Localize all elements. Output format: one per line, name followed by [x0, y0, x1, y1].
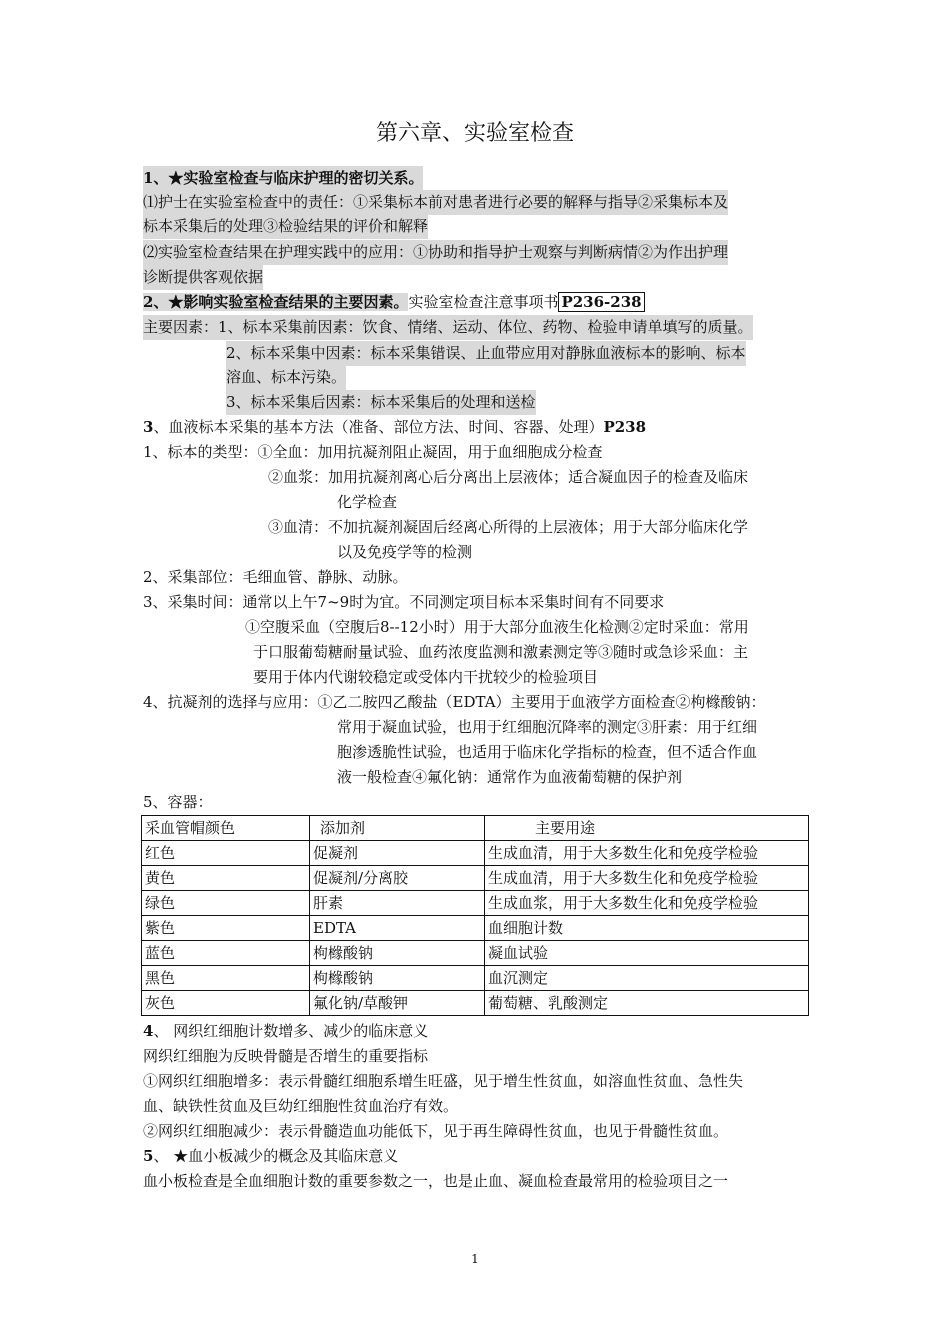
- section4-number: 4: [143, 1022, 154, 1040]
- table-row: [142, 916, 809, 941]
- collection-site: 2、采集部位：毛细血管、静脉、动脉。: [143, 568, 408, 586]
- table-row: [142, 991, 809, 1016]
- collection-time-line4: 要用于体内代谢较稳定或受体内干扰较少的检验项目: [253, 668, 599, 686]
- table-cell: 黑色: [142, 966, 310, 991]
- table-row: [142, 891, 809, 916]
- section1-line3: ⑵实验室检查结果在护理实践中的应用：①协助和指导护士观察与判断病情②为作出护理: [143, 240, 728, 265]
- table-cell: 血细胞计数: [485, 916, 809, 941]
- collection-time-line1: 3、采集时间：通常以上午7~9时为宜。不同测定项目标本采集时间有不同要求: [143, 593, 665, 611]
- table-cell: 生成血清，用于大多数生化和免疫学检验: [485, 841, 809, 866]
- section2-line3: 溶血、标本污染。: [226, 365, 346, 390]
- table-cell: 促凝剂/分离胶: [310, 866, 485, 891]
- section5-number: 5: [143, 1147, 154, 1165]
- specimen-types-line3: 化学检查: [337, 493, 398, 511]
- table-cell: 绿色: [142, 891, 310, 916]
- section2-heading-line: [143, 290, 645, 315]
- section4-line4: ②网织红细胞减少：表示骨髓造血功能低下，见于再生障碍性贫血，也见于骨髓性贫血。: [143, 1122, 729, 1140]
- container-table: [141, 815, 809, 1016]
- section4-line1: 网织红细胞为反映骨髓是否增生的重要指标: [143, 1047, 429, 1065]
- table-row: [142, 841, 809, 866]
- table-header-row: [142, 816, 809, 841]
- table-cell: 生成血浆，用于大多数生化和免疫学检验: [485, 891, 809, 916]
- table-cell: 枸橼酸钠: [310, 966, 485, 991]
- section1-line2: 标本采集后的处理③检验结果的评价和解释: [143, 214, 428, 239]
- section2-line4: 3、标本采集后因素：标本采集后的处理和送检: [226, 390, 536, 415]
- anticoagulant-line1: 4、抗凝剂的选择与应用：①乙二胺四乙酸盐（EDTA）主要用于血液学方面检查②枸橼酸钠：: [143, 693, 766, 711]
- section1-line4: 诊断提供客观依据: [143, 265, 263, 290]
- table-cell: 血沉测定: [485, 966, 809, 991]
- section2-page-ref: P236-238: [558, 292, 644, 312]
- collection-time-line2: ①空腹采血（空腹后8--12小时）用于大部分血液生化检测②定时采血：常用: [245, 618, 749, 636]
- table-cell: 生成血清，用于大多数生化和免疫学检验: [485, 866, 809, 891]
- table-header-cell: 添加剂: [310, 816, 485, 841]
- section5-line1: 血小板检查是全血细胞计数的重要参数之一，也是止血、凝血检查最常用的检验项目之一: [143, 1172, 729, 1190]
- table-cell: 红色: [142, 841, 310, 866]
- table-row: [142, 941, 809, 966]
- table-cell: 枸橼酸钠: [310, 941, 485, 966]
- table-cell: 黄色: [142, 866, 310, 891]
- table-row: [142, 966, 809, 991]
- table-cell: 灰色: [142, 991, 310, 1016]
- section2-note: 实验室检查注意事项书: [408, 293, 559, 311]
- table-cell: 肝素: [310, 891, 485, 916]
- section3-number: 3: [143, 418, 154, 436]
- page-number: 1: [471, 1252, 479, 1266]
- page-title: 第六章、实验室检查: [375, 121, 574, 146]
- specimen-types-line5: 以及免疫学等的检测: [337, 543, 473, 561]
- section3-title: 、血液标本采集的基本方法（准备、部位方法、时间、容器、处理）: [153, 418, 604, 436]
- section4-line3: 血、缺铁性贫血及巨幼红细胞性贫血治疗有效。: [143, 1097, 459, 1115]
- table-cell: 促凝剂: [310, 841, 485, 866]
- section1-line1: ⑴护士在实验室检查中的责任：①采集标本前对患者进行必要的解释与指导②采集标本及: [143, 190, 728, 215]
- specimen-types-line2: ②血浆：加用抗凝剂离心后分离出上层液体；适合凝血因子的检查及临床: [268, 468, 749, 486]
- section4-title: 、 网织红细胞计数增多、减少的临床意义: [153, 1022, 429, 1040]
- section5-heading: [143, 1144, 398, 1169]
- section1-heading: 1、★实验室检查与临床护理的密切关系。: [143, 166, 423, 191]
- section3-heading: [143, 415, 646, 440]
- section2-line1: 主要因素：1、标本采集前因素：饮食、情绪、运动、体位、药物、检验申请单填写的质量。: [143, 315, 753, 340]
- section5-title: 、 ★血小板减少的概念及其临床意义: [153, 1147, 399, 1165]
- section2-line2: 2、标本采集中因素：标本采集错误、止血带应用对静脉血液标本的影响、标本: [226, 341, 746, 366]
- collection-time-line3: 于口服葡萄糖耐量试验、血药浓度监测和激素测定等③随时或急诊采血：主: [253, 643, 749, 661]
- specimen-types-line4: ③血清：不加抗凝剂凝固后经离心所得的上层液体；用于大部分临床化学: [268, 518, 749, 536]
- specimen-types-line1: 1、标本的类型：①全血：加用抗凝剂阻止凝固，用于血细胞成分检查: [143, 443, 603, 461]
- table-cell: 氟化钠/草酸钾: [310, 991, 485, 1016]
- table-header-cell: 采血管帽颜色: [142, 816, 310, 841]
- container-label: 5、容器：: [143, 793, 213, 811]
- anticoagulant-line2: 常用于凝血试验，也用于红细胞沉降率的测定③肝素：用于红细: [337, 718, 758, 736]
- table-cell: 蓝色: [142, 941, 310, 966]
- anticoagulant-line3: 胞渗透脆性试验，也适用于临床化学指标的检查，但不适合作血: [337, 743, 758, 761]
- table-header-cell: 主要用途: [485, 816, 809, 841]
- table-cell: EDTA: [310, 916, 485, 941]
- table-cell: 葡萄糖、乳酸测定: [485, 991, 809, 1016]
- section2-heading: 2、★影响实验室检查结果的主要因素。: [143, 293, 409, 311]
- anticoagulant-line4: 液一般检查④氟化钠：通常作为血液葡萄糖的保护剂: [337, 768, 683, 786]
- section3-page-ref: P238: [603, 418, 647, 436]
- table-cell: 紫色: [142, 916, 310, 941]
- section4-heading: [143, 1019, 428, 1044]
- table-row: [142, 866, 809, 891]
- table-cell: 凝血试验: [485, 941, 809, 966]
- section4-line2: ①网织红细胞增多：表示骨髓红细胞系增生旺盛，见于增生性贫血，如溶血性贫血、急性失: [143, 1072, 744, 1090]
